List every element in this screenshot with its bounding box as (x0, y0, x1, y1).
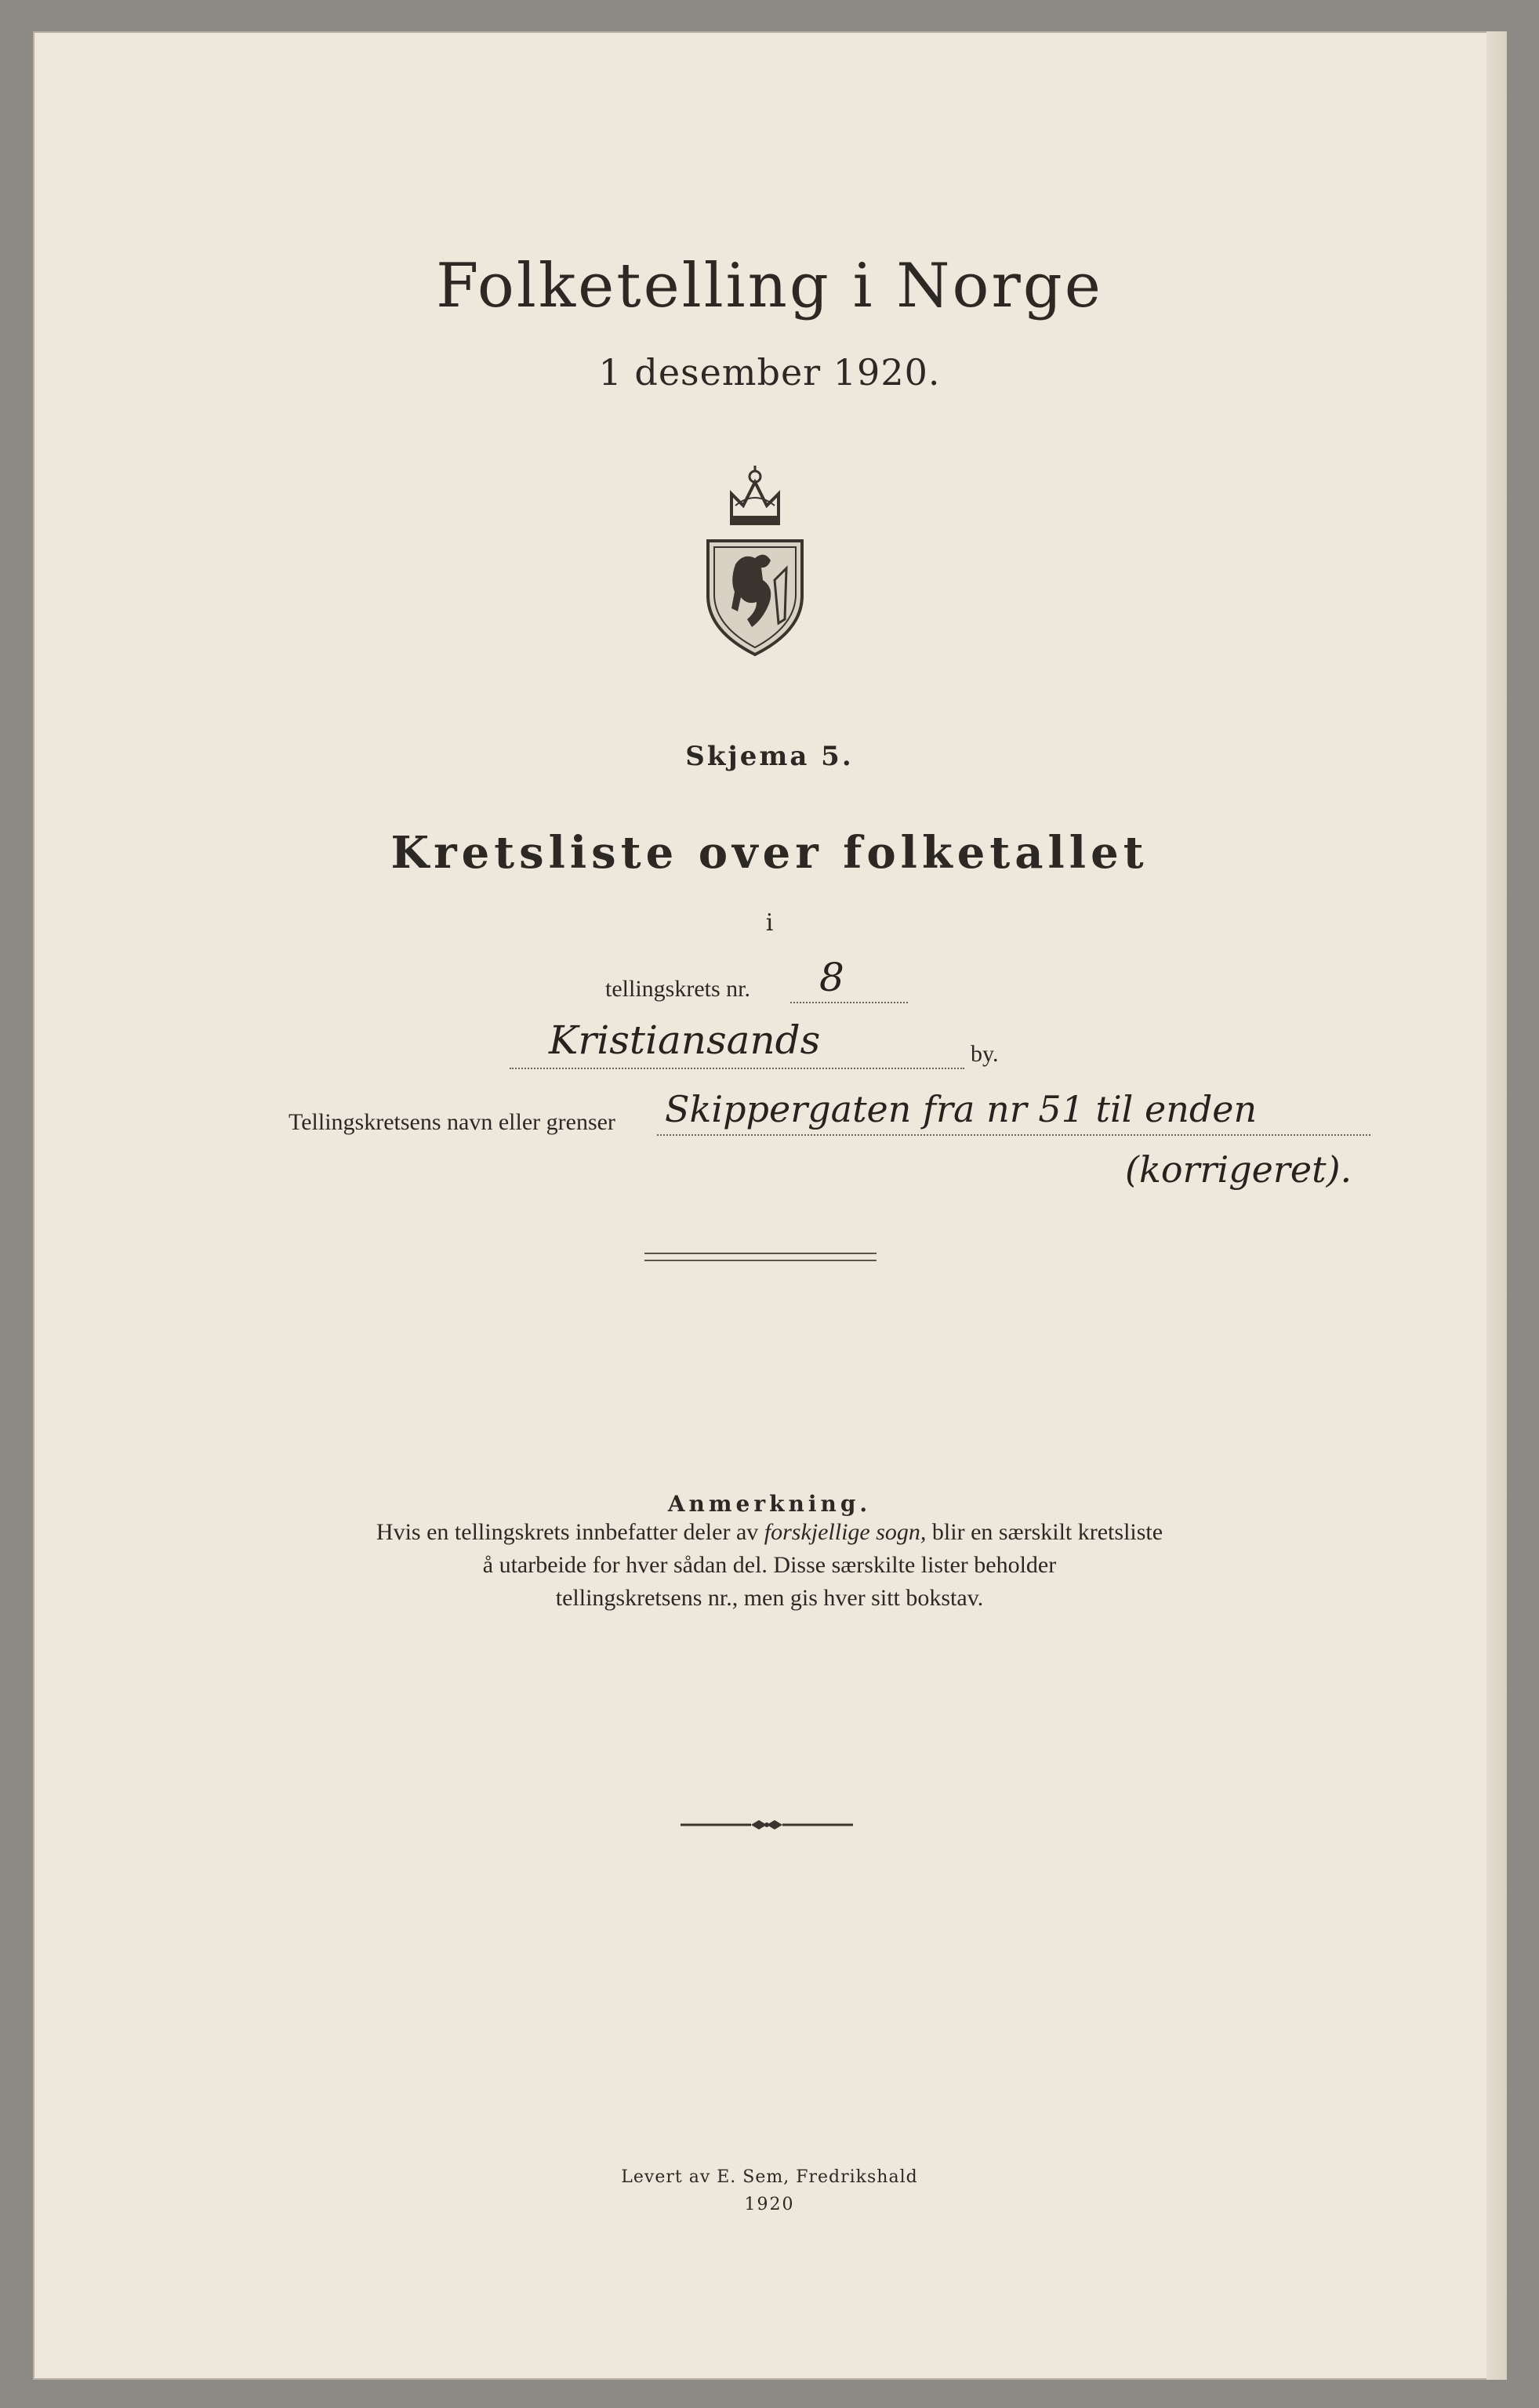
schema-number: Skjema 5. (685, 741, 854, 772)
town-name-value: Kristiansands (549, 1017, 821, 1063)
town-name-line (510, 1068, 964, 1069)
boundary-value-line1: Skippergaten fra nr 51 til enden (665, 1088, 1258, 1130)
note-line-1-start: Hvis en tellingskrets innbefatter deler av (376, 1519, 764, 1545)
note-line-1 (0, 1519, 1539, 1546)
boundary-label: Tellingskretsens navn eller grenser (289, 1109, 615, 1135)
note-line-1-end: blir en særskilt kretsliste (926, 1519, 1163, 1545)
town-suffix: by. (971, 1041, 999, 1067)
district-number-value: 8 (819, 955, 844, 1000)
preposition-i: i (765, 909, 774, 937)
decorative-ornament-icon (681, 1815, 853, 1834)
district-number-row (605, 976, 750, 1003)
note-line-3: tellingskretsens nr., men gis hver sitt bokstav. (555, 1585, 984, 1611)
printer-year: 1920 (744, 2195, 795, 2214)
district-number-line (790, 1002, 908, 1003)
census-date: 1 desember 1920. (598, 351, 941, 393)
district-number-label: tellingskrets nr. (605, 976, 750, 1002)
bleed-through-mark (102, 141, 111, 172)
norwegian-coat-of-arms-icon (700, 462, 810, 658)
note-line-1-emphasis: forskjellige sogn, (764, 1519, 927, 1545)
printer-credit: Levert av E. Sem, Fredrikshald (621, 2167, 918, 2187)
boundary-value-line2: (korrigeret). (1125, 1148, 1352, 1191)
boundary-line (657, 1134, 1370, 1136)
note-line-2: å utarbeide for hver sådan del. Disse særskilte lister beholder (482, 1552, 1057, 1578)
note-heading: Anmerkning. (667, 1491, 872, 1517)
page-title: Folketelling i Norge (436, 251, 1103, 321)
section-divider (644, 1253, 877, 1261)
form-subtitle: Kretsliste over folketallet (390, 827, 1149, 879)
